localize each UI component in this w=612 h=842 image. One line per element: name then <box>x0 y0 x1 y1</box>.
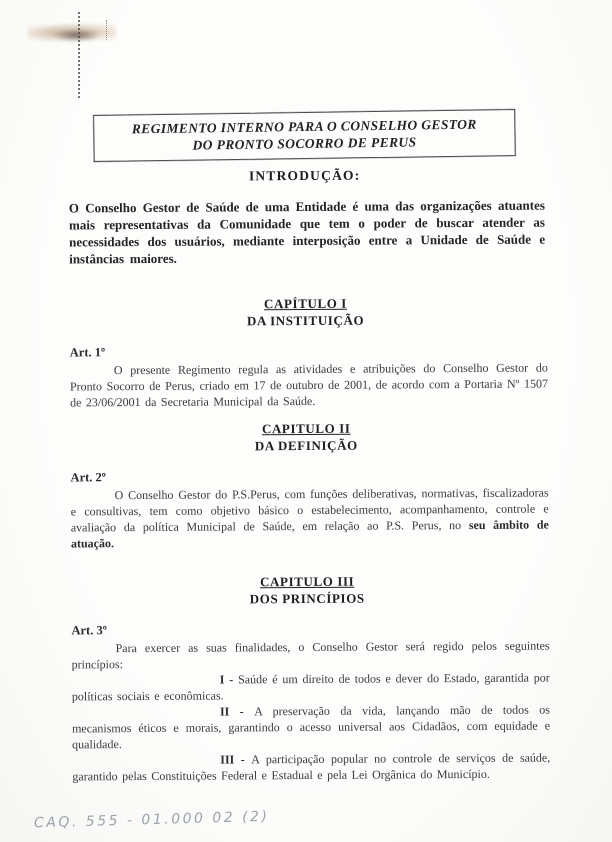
article-2-label: Art. 2º <box>70 470 106 485</box>
article-2-text: O Conselho Gestor do P.S.Perus, com funções deliberativas, normativas, fiscalizadoras e consultivas, tem como objetivo básico o estabelecimento, acompanhamento, controle e avaliação da política Municipal de Saúde, em relação ao P.S. Perus, no <box>70 485 549 535</box>
principle-item-1 <box>72 670 550 705</box>
chapter-2-subheading: DA DEFINIÇÃO <box>254 437 358 454</box>
principle-1-numeral: I - <box>219 672 239 687</box>
chapter-2-title: CAPITULO II <box>261 420 351 437</box>
chapter-3-subheading: DOS PRINCÍPIOS <box>249 590 365 607</box>
chapter-1-subheading: DA INSTITUIÇÃO <box>246 312 365 329</box>
article-2-paragraph <box>71 485 549 552</box>
principle-3-text: A participação popular no controle de serviços de saúde, garantido pelas Constituições Federal e Estadual e pela Lei Orgânica do Município. <box>72 750 551 784</box>
chapter-3-heading <box>1 571 612 609</box>
chapter-1-title: CAPÍTULO I <box>263 295 347 312</box>
article-2-bold-tail: seu âmbito de atuação. <box>70 517 549 551</box>
principle-3-numeral: III - <box>220 752 252 767</box>
principle-2-numeral: II - <box>219 704 255 719</box>
article-3-label: Art. 3º <box>71 623 107 638</box>
handwritten-archive-code: CAQ. 555 - 01.000 02 (2) <box>33 808 270 832</box>
introduction-heading: INTRODUÇÃO: <box>248 167 361 184</box>
chapter-3-title: CAPITULO III <box>259 573 355 590</box>
chapter-2-heading <box>0 418 612 456</box>
document-title-line1: REGIMENTO INTERNO PARA O CONSELHO GESTOR <box>131 116 477 137</box>
article-1-label: Art. 1º <box>69 345 106 360</box>
principle-2-text: A preservação da vida, lançando mão de todos os mecanismos éticos e morais, garantindo o acesso universal aos Cidadãos, com equidade e qualidade. <box>72 702 551 752</box>
article-1-paragraph: O presente Regimento regula as atividades e atribuições do Conselho Gestor do Pronto Socorro de Perus, criado em 17 de outubro de 2001, de acordo com a Portaria Nº 1507 de 23/06/2001 da Secretaria Municipal da Saúde. <box>69 360 548 410</box>
introduction-paragraph: O Conselho Gestor de Saúde de uma Entidade é uma das organizações atuantes mais representativas da Comunidade que tem o poder de buscar atender as necessidades dos usuários, mediante interposição entre a Unidade de Saúde e instâncias maiores. <box>68 197 546 267</box>
principle-item-3 <box>72 750 550 785</box>
article-3-paragraph: Para exercer as suas finalidades, o Conselho Gestor será regido pelos seguintes princípios: <box>71 638 550 672</box>
principle-1-text: Saúde é um direito de todos e dever do Estado, garantida por políticas sociais e econômicas. <box>71 670 550 704</box>
chapter-1-heading <box>0 293 612 331</box>
title-box <box>93 109 516 162</box>
principle-item-2 <box>72 702 550 753</box>
document-title-line2: DO PRONTO SOCORRO DE PERUS <box>192 134 417 153</box>
